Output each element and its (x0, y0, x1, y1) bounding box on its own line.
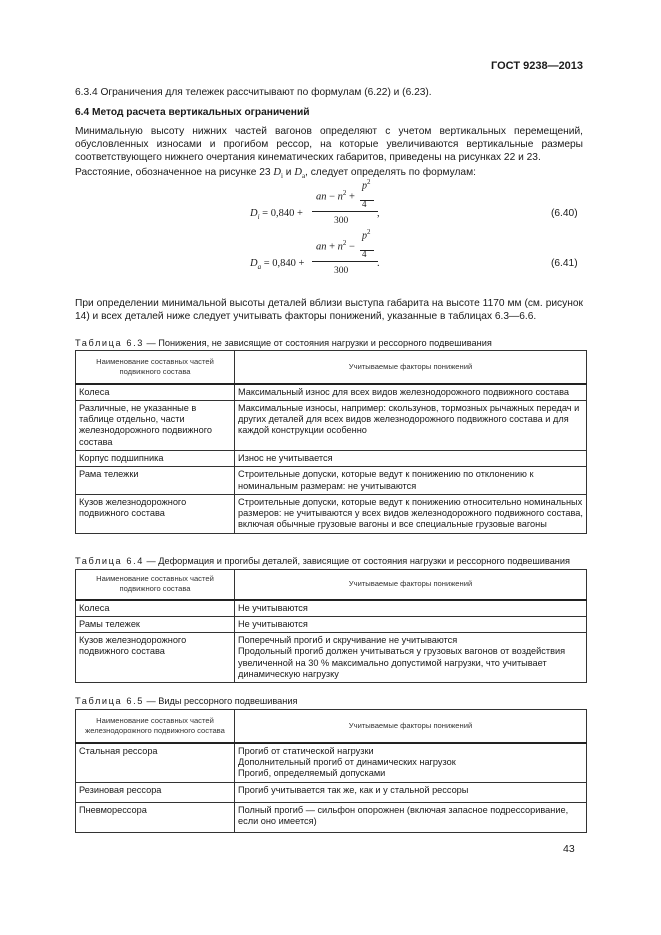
table-cell: Строительные допуски, которые ведут к понижению относительно номинальных размеров: не учитываются у всех видов железнодорожного подвижного состава, включая обычные грузовые вагоны и все специальные грузовые вагоны (235, 494, 587, 533)
table-cell: Рамы тележек (76, 616, 235, 632)
table-cell: Корпус подшипника (76, 450, 235, 466)
table-cell: Колеса (76, 600, 235, 617)
table-row (76, 633, 587, 683)
table-cell: Не учитываются (235, 616, 587, 632)
table-6-3 (75, 350, 587, 534)
table-6-5 (75, 709, 587, 833)
table-cell: Рама тележки (76, 467, 235, 495)
table-header: Наименование составных частей подвижного состава (76, 351, 235, 384)
table-row (76, 450, 587, 466)
table-6-4-caption: Таблица 6.4 — Деформация и прогибы деталей, зависящие от состояния нагрузки и рессорного подвешивания (75, 556, 570, 566)
section-6-4-para2: Расстояние, обозначенное на рисунке 23 $D_i$ и $D_a$, следует определять по формулам: (75, 167, 476, 181)
table-header: Учитываемые факторы понижений (235, 570, 587, 600)
table-row (76, 783, 587, 803)
formula-6-40-number: (6.40) (551, 208, 578, 219)
table-cell: Износ не учитывается (235, 450, 587, 466)
table-row (76, 400, 587, 450)
table-cell: Максимальный износ для всех видов железнодорожного подвижного состава (235, 384, 587, 401)
table-header: Наименование составных частей железнодорожного подвижного состава (76, 710, 235, 743)
table-6-5-caption: Таблица 6.5 — Виды рессорного подвешивания (75, 696, 298, 706)
formula-6-41-number: (6.41) (551, 258, 578, 269)
table-header: Наименование составных частей подвижного состава (76, 570, 235, 600)
section-6-3-4: 6.3.4 Ограничения для тележек рассчитывают по формулам (6.22) и (6.23). (75, 87, 432, 98)
table-cell: Не учитываются (235, 600, 587, 617)
table-row (76, 743, 587, 783)
table-cell: Прогиб учитывается так же, как и у стальной рессоры (235, 783, 587, 803)
table-header: Учитываемые факторы понижений (235, 351, 587, 384)
table-row (76, 384, 587, 401)
table-cell: Поперечный прогиб и скручивание не учитываются Продольный прогиб должен учитываться у грузовых вагонов от воздействия увеличенной на 30 % максимально допустимой нагрузки, что учитывает динамическую нагрузку (235, 633, 587, 683)
table-row (76, 616, 587, 632)
table-6-4 (75, 569, 587, 683)
table-cell: Строительные допуски, которые ведут к понижению по отклонению к номинальным размерам: не учитываются (235, 467, 587, 495)
table-row (76, 494, 587, 533)
formula-6-40: $D_i = 0,840$ + an − $n^2$ + $p^2$ 4 300 , (250, 178, 380, 226)
section-6-4-para3: При определении минимальной высоты деталей вблизи выступа габарита на высоте 1170 мм (см. рисунок 14) и всех деталей ниже следует учитывать факторы понижений, указанные в таблицах 6.3—6.6. (75, 298, 583, 323)
table-row (76, 467, 587, 495)
table-cell: Кузов железнодорожного подвижного состава (76, 633, 235, 683)
table-header: Учитываемые факторы понижений (235, 710, 587, 743)
table-cell: Полный прогиб — сильфон опорожнен (включая запасное подрессоривание, если оно имеется) (235, 803, 587, 833)
table-cell: Стальная рессора (76, 743, 235, 783)
table-6-3-caption: Таблица 6.3 — Понижения, не зависящие от состояния нагрузки и рессорного подвешивания (75, 338, 492, 348)
table-row (76, 803, 587, 833)
table-cell: Прогиб от статической нагрузки Дополнительный прогиб от динамических нагрузок Прогиб, определяемый допусками (235, 743, 587, 783)
standard-designation: ГОСТ 9238—2013 (491, 60, 584, 72)
section-6-4-para1: Минимальную высоту нижних частей вагонов определяют с учетом вертикальных перемещений, обусловленных износами и прогибом рессор, на которые увеличиваются вертикальные размеры соответствующего нижнего очертания кинематических габаритов, приведены на рисунках 22 и 23. (75, 126, 583, 164)
formula-6-41: $D_a = 0,840$ + an + $n^2$ − $p^2$ 4 300 . (250, 228, 380, 276)
table-cell: Максимальные износы, например: скользунов, тормозных рычажных передач и других деталей для всех видов железнодорожного подвижного состава и для каждой конструкции особенно (235, 400, 587, 450)
table-cell: Пневморессора (76, 803, 235, 833)
section-6-4-heading: 6.4 Метод расчета вертикальных ограничений (75, 107, 310, 118)
table-cell: Кузов железнодорожного подвижного состава (76, 494, 235, 533)
page-number: 43 (563, 843, 575, 855)
table-cell: Колеса (76, 384, 235, 401)
table-cell: Резиновая рессора (76, 783, 235, 803)
table-row (76, 600, 587, 617)
table-cell: Различные, не указанные в таблице отдельно, части железнодорожного подвижного состава (76, 400, 235, 450)
